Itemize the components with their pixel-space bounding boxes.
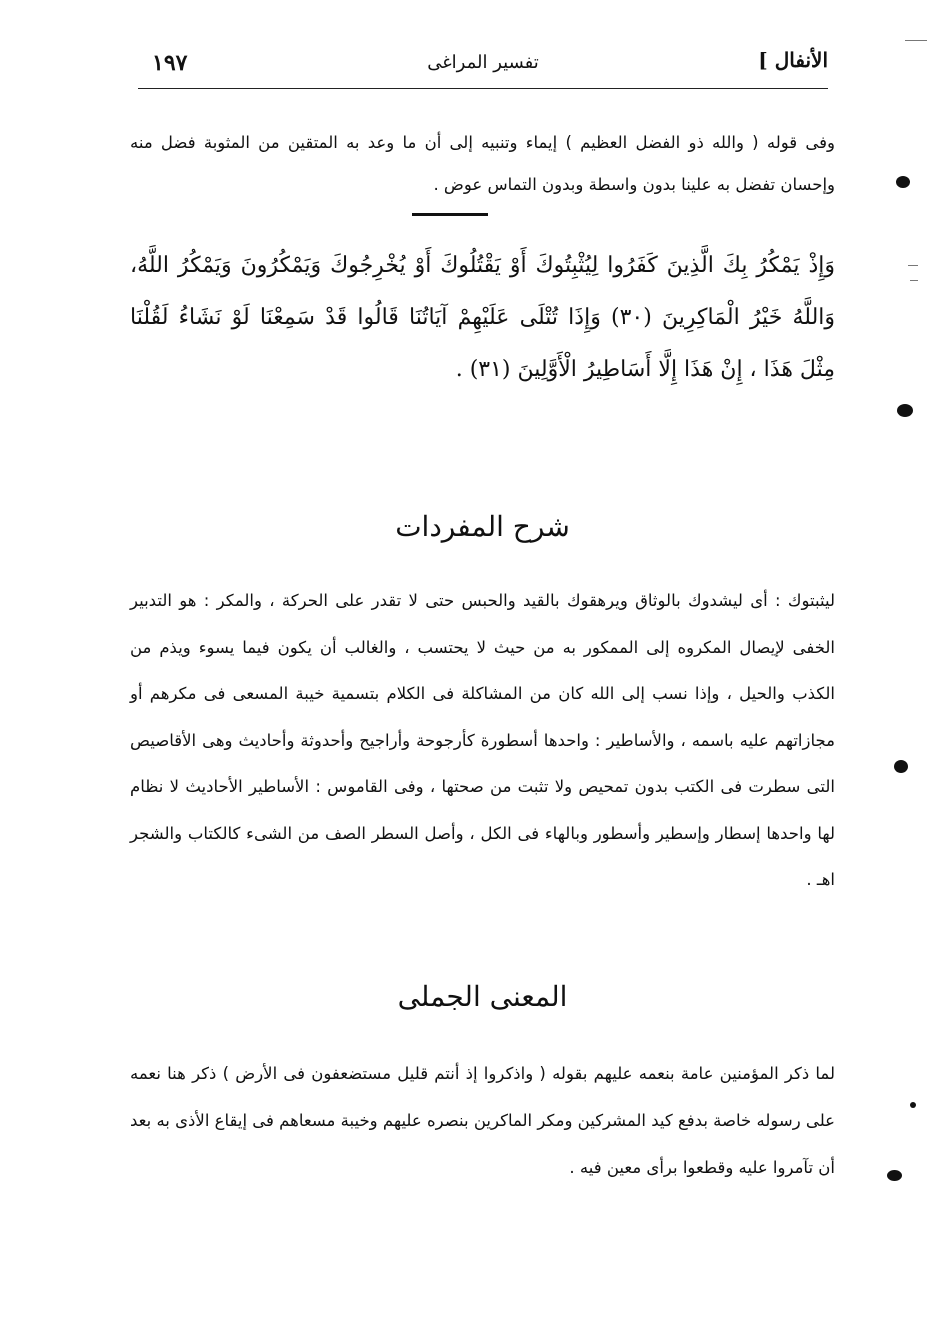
surah-name: الأنفال ]	[758, 48, 828, 72]
scan-blot	[896, 176, 910, 188]
quran-verse: وَإِذْ يَمْكُرُ بِكَ الَّذِينَ كَفَرُوا لِيُثْبِتُوكَ أَوْ يَقْتُلُوكَ أَوْ يُخْرِجُوكَ وَيَمْكُرُونَ وَيَمْكُرُ اللَّهُ، وَاللَّهُ خَيْرُ الْمَاكِرِينَ (٣٠) وَإِذَا تُتْلَى عَلَيْهِمْ آيَاتُنَا قَالُوا قَدْ سَمِعْنَا لَوْ نَشَاءُ لَقُلْنَا مِثْلَ هَذَا ، إِنْ هَذَا إِلَّا أَسَاطِيرُ الْأَوَّلِينَ (٣١) .	[130, 253, 836, 382]
meaning-paragraph: لما ذكر المؤمنين عامة بنعمه عليهم بقوله ( واذكروا إذ أنتم قليل مستضعفون فى الأرض ) ذكر هنا نعمه على رسوله خاصة بدفع كيد المشركين ومكر الماكرين بنصره عليهم وخيبة مسعاهم فى إيقاع الأذى به بعد أن تآمروا عليه وقطعوا برأى معين فيه .	[130, 1064, 835, 1177]
scan-blot	[894, 760, 908, 773]
section-separator	[412, 213, 488, 216]
scan-tick	[905, 40, 927, 41]
scan-blot	[897, 404, 913, 417]
scan-tick	[910, 280, 918, 281]
vocab-paragraph: ليثبتوك : أى ليشدوك بالوثاق ويرهقوك بالقيد والحبس حتى لا تقدر على الحركة ، والمكر : هو التدبير الخفى لإيصال المكروه إلى الممكور به من حيث لا يحتسب ، والغالب أن يكون فيما يسوء ويذم من الكذب والحيل ، وإذا نسب إلى الله كان من المشاكلة فى الكلام بتسمية خيبة المسعى فى مكرهم أو مجازاتهم عليه باسمه ، والأساطير : واحدها أسطورة كأرجوحة وأراجيح وأحدوثة وأحاديث وهى الأقاصيص التى سطرت فى الكتب بدون تمحيص ولا تثبت من صحتها ، وفى القاموس : الأساطير الأحاديث لا نظام لها واحدها إسطار وإسطير وأسطور وبالهاء فى الكل ، وأصل السطر الصف من الشىء كالكتاب والشجر اهـ .	[130, 591, 835, 889]
page-header	[138, 40, 828, 88]
scan-tick	[908, 265, 918, 266]
book-title: تفسير المراغى	[427, 52, 539, 73]
vocab-heading: شرح المفردات	[395, 510, 570, 543]
page-number: ١٩٧	[152, 50, 188, 76]
meaning-heading: المعنى الجملى	[397, 980, 568, 1013]
intro-paragraph: وفى قوله ( والله ذو الفضل العظيم ) إيماء وتنبيه إلى أن ما وعد به المتقين من المثوبة فضل منه وإحسان تفضل به علينا بدون واسطة وبدون التماس عوض .	[130, 133, 835, 194]
scan-blot	[887, 1170, 902, 1181]
header-rule	[138, 88, 828, 89]
scan-blot	[910, 1102, 916, 1108]
